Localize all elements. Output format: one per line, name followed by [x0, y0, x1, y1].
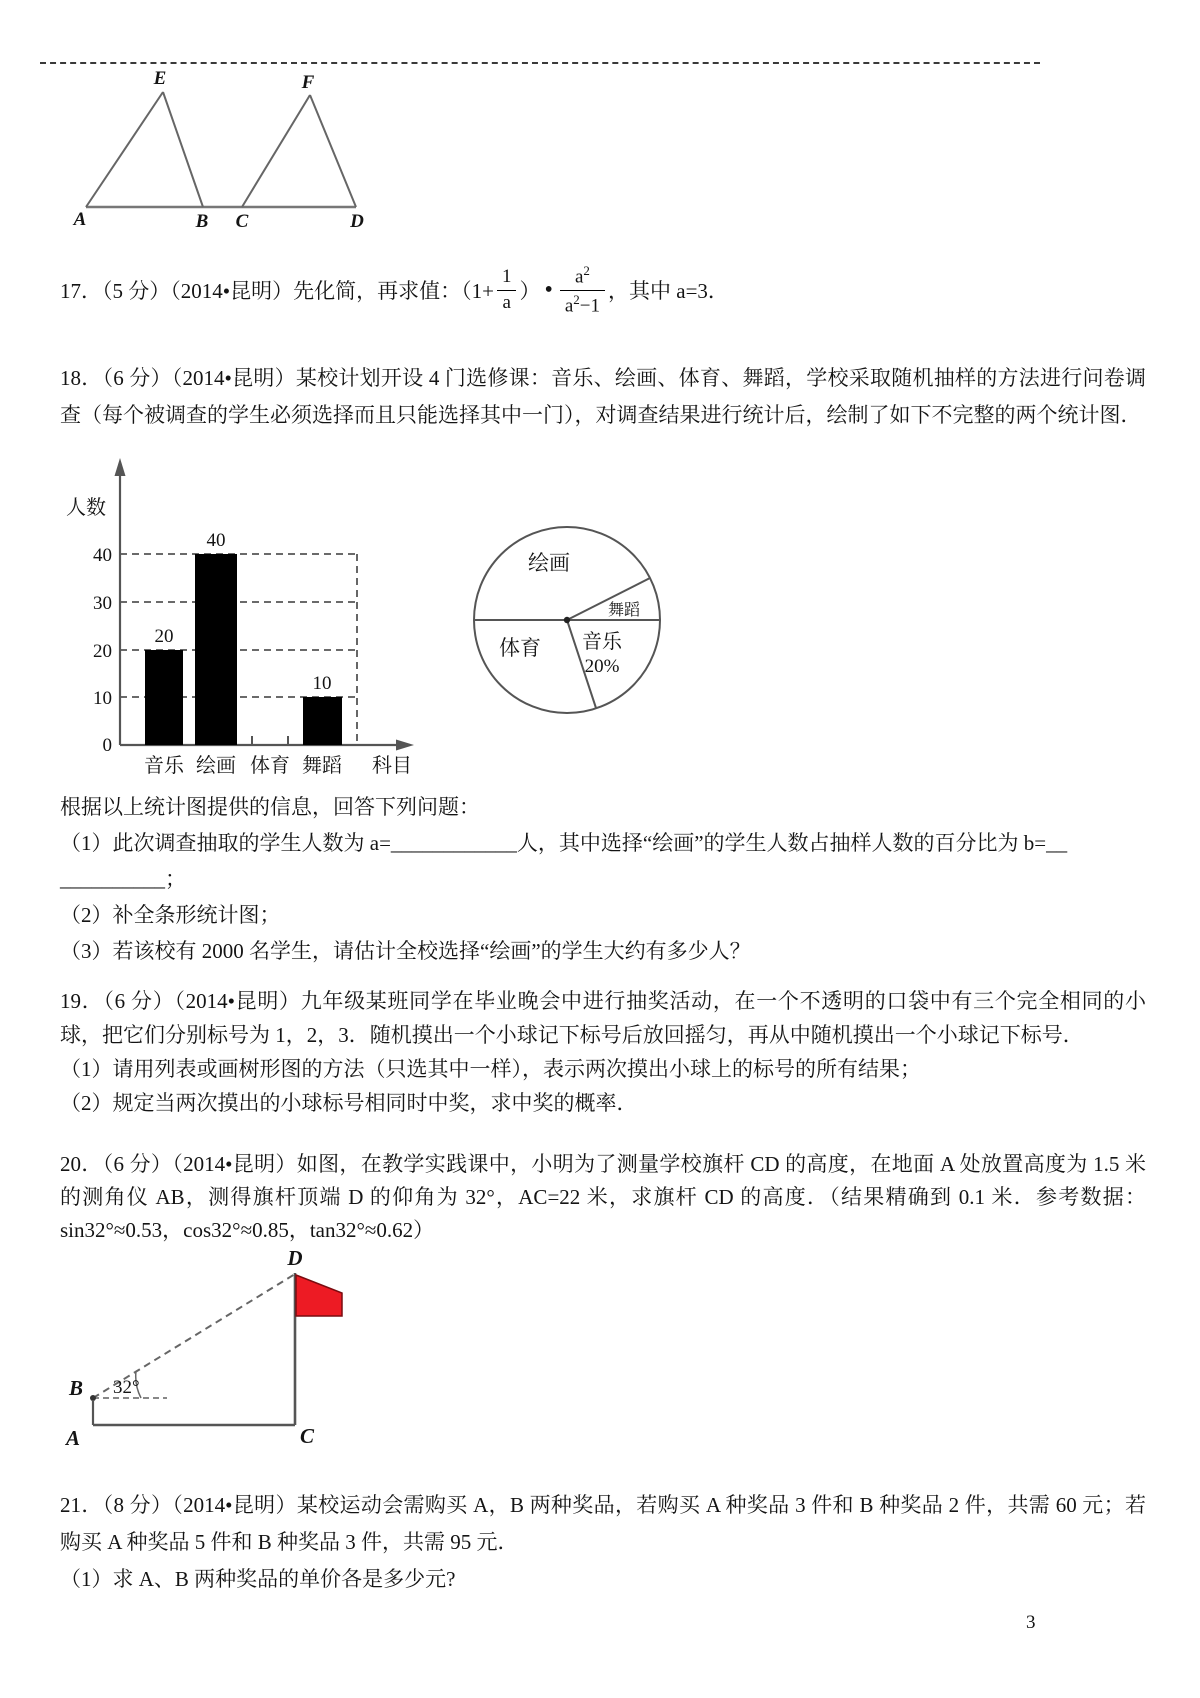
bar-yinyue [145, 650, 183, 745]
pie-chart [452, 488, 682, 738]
y-axis-title: 人数 [66, 497, 106, 519]
label-F: F [301, 72, 315, 93]
pie-center-dot [564, 617, 570, 623]
q18-item-1a: （1）此次调查抽取的学生人数为 a=____________人，其中选择“绘画”的学生人数占抽样人数的百分比为 b=__ [60, 831, 1068, 855]
x-axis-arrow [396, 740, 414, 751]
label-C: C [299, 1424, 315, 1448]
question-21 [60, 1487, 1146, 1598]
q17-frac2-den-exp: 2 [573, 291, 580, 307]
bar-huihua [195, 554, 237, 745]
pie-label-huihua: 绘画 [528, 551, 570, 575]
y-tick-40: 40 [93, 545, 112, 566]
q17-multiply-dot: • [544, 276, 553, 303]
bar-value-yinyue: 20 [154, 626, 174, 647]
x-cat-huihua: 绘画 [196, 755, 236, 777]
label-C: C [235, 211, 249, 228]
page-number: 3 [1026, 1612, 1036, 1633]
bar-chart [58, 450, 458, 785]
q21-item-1: （1）求 A、B 两种奖品的单价各是多少元? [60, 1567, 456, 1591]
question-19 [60, 984, 1146, 1120]
q19-text: 19．（6 分）（2014•昆明）九年级某班同学在毕业晚会中进行抽奖活动，在一个不透明的口袋中有三个完全相同的小球，把它们分别标号为 1，2，3．随机摸出一个小球记下标号后放回摇匀，再从中随机摸出一个小球记下标号． [60, 989, 1146, 1047]
x-cat-tiyu: 体育 [250, 755, 290, 777]
x-axis-title: 科目 [372, 755, 412, 777]
q17-frac1-denominator: a [502, 291, 511, 313]
q17-fraction-2 [560, 263, 605, 317]
bar-value-huihua: 40 [206, 530, 226, 551]
q17-frac2-den-rest: −1 [579, 294, 601, 316]
question-17 [60, 258, 729, 322]
pie-label-tiyu: 体育 [499, 636, 541, 660]
q18-item-3: （3）若该校有 2000 名学生，请估计全校选择“绘画”的学生大约有多少人？ [60, 939, 751, 963]
q21-text: 21．（8 分）（2014•昆明）某校运动会需购买 A，B 两种奖品，若购买 A 种奖品 3 件和 B 种奖品 2 件，共需 60 元；若购买 A 种奖品 5 件和 B 种奖品 3 件，共需 95 元． [60, 1493, 1146, 1554]
q17-frac2-denominator [560, 291, 605, 318]
q19-item-2: （2）规定当两次摸出的小球标号相同时中奖，求中奖的概率． [60, 1091, 638, 1115]
side-CF [242, 95, 310, 207]
q17-frac1-numerator: 1 [497, 266, 517, 290]
x-cat-yinyue: 音乐 [144, 755, 184, 777]
label-E: E [153, 68, 167, 89]
q17-frac2-numerator [560, 263, 605, 291]
question-18: 18．（6 分）（2014•昆明）某校计划开设 4 门选修课：音乐、绘画、体育、舞蹈，学校采取随机抽样的方法进行问卷调查（每个被调查的学生必须选择而且只能选择其中一门），对调查结果进行统计后，绘制了如下不完整的两个统计图． [60, 366, 1146, 427]
label-D: D [287, 1246, 303, 1270]
q17-frac2-den-base: a [564, 294, 574, 316]
q17-frac2-num-exp: 2 [583, 262, 590, 278]
bar-value-wudao: 10 [312, 673, 332, 694]
label-A: A [73, 209, 87, 228]
question-18-items [60, 789, 1152, 969]
q17-close-paren: ） [519, 279, 541, 303]
side-EB [163, 92, 203, 207]
bar-wudao [303, 697, 342, 745]
y-tick-10: 10 [93, 688, 112, 709]
q18-intro: 根据以上统计图提供的信息，回答下列问题： [60, 795, 480, 819]
flag [296, 1275, 342, 1316]
side-AE [86, 92, 163, 207]
label-B: B [195, 211, 209, 228]
y-tick-0: 0 [102, 735, 112, 756]
q17-text-lead: 17．（5 分）（2014•昆明）先化简，再求值：（1+ [60, 279, 494, 303]
q19-item-1: （1）请用列表或画树形图的方法（只选其中一样），表示两次摸出小球上的标号的所有结果； [60, 1057, 921, 1081]
pie-label-yinyue-pct: 20% [584, 656, 620, 677]
q17-frac2-num-base: a [574, 266, 584, 288]
y-tick-30: 30 [93, 593, 112, 614]
q17-fraction-1 [497, 266, 517, 314]
y-axis-arrow [115, 458, 126, 476]
label-A: A [65, 1426, 81, 1450]
flagpole-figure [55, 1243, 385, 1458]
q17-text-tail: ，其中 a=3． [608, 279, 729, 303]
label-B: B [69, 1376, 84, 1400]
triangles-figure [52, 58, 372, 228]
angle-32-label: 32° [113, 1377, 140, 1398]
pie-label-wudao: 舞蹈 [607, 602, 641, 619]
label-D: D [350, 211, 364, 228]
q18-item-2: （2）补全条形统计图； [60, 903, 281, 927]
side-FD [310, 95, 356, 207]
x-cat-wudao: 舞蹈 [302, 755, 342, 777]
pie-label-yinyue: 音乐 [582, 631, 622, 653]
question-20: 20．（6 分）（2014•昆明）如图，在教学实践课中，小明为了测量学校旗杆 CD 的高度，在地面 A 处放置高度为 1.5 米的测角仪 AB，测得旗杆顶端 D 的仰角为 32°，AC=22 米，求旗杆 CD 的高度．（结果精确到 0.1 米．参考数据：sin32°≈0.53，cos32°≈0.85，tan32°≈0.62） [60, 1152, 1146, 1242]
y-tick-20: 20 [93, 641, 112, 662]
q18-item-1b: __________； [60, 867, 186, 891]
